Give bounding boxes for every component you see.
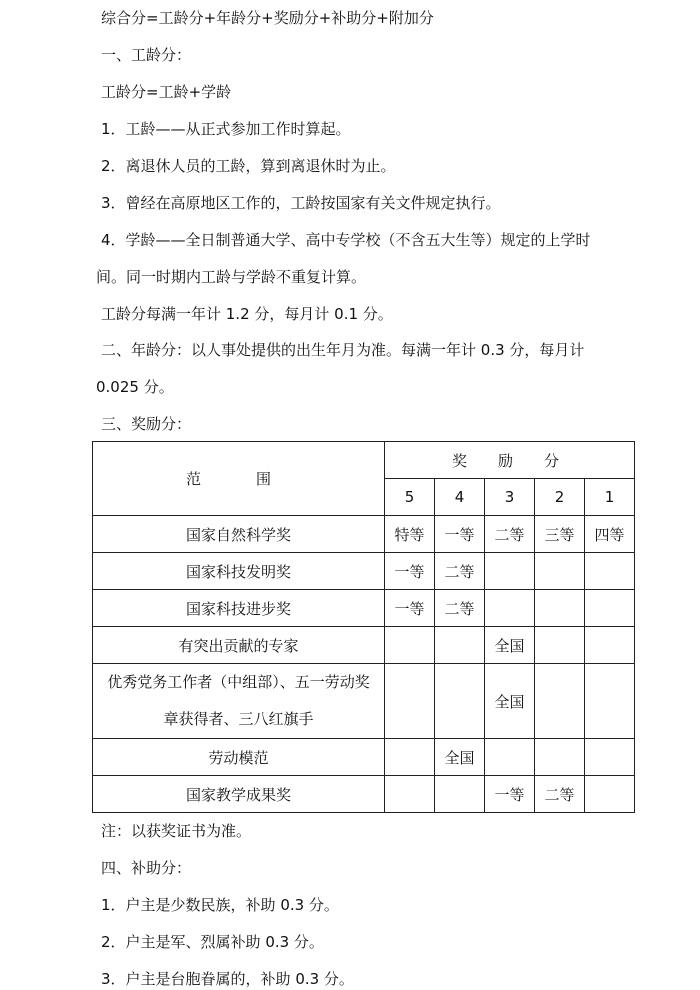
reward-cell: 二等 <box>435 590 485 627</box>
section-heading: 二、年龄分：以人事处提供的出生年月为准。每满一年计 0.3 分，每月计 <box>101 341 585 359</box>
reward-cell: 一等 <box>435 516 485 553</box>
reward-cell <box>485 553 535 590</box>
reward-cell <box>585 627 635 664</box>
reward-cell: 全国 <box>485 627 535 664</box>
paragraph: 1．户主是少数民族，补助 0.3 分。 <box>101 896 339 914</box>
paragraph: 3．户主是台胞眷属的，补助 0.3 分。 <box>101 970 354 988</box>
level-header: 3 <box>485 479 535 516</box>
note: 注：以获奖证书为准。 <box>101 822 252 840</box>
level-header: 4 <box>435 479 485 516</box>
reward-cell: 一等 <box>385 590 435 627</box>
formula-seniority: 工龄分=工龄+学龄 <box>101 83 232 101</box>
scope-header <box>93 442 385 516</box>
paragraph: 3．曾经在高原地区工作的，工龄按国家有关文件规定执行。 <box>101 194 501 212</box>
reward-cell <box>535 627 585 664</box>
reward-cell: 特等 <box>385 516 435 553</box>
reward-cell: 一等 <box>385 553 435 590</box>
reward-cell <box>385 627 435 664</box>
reward-cell: 全国 <box>435 739 485 776</box>
row-scope: 优秀党务工作者（中组部）、五一劳动奖章获得者、三八红旗手 <box>93 664 385 739</box>
reward-cell <box>585 776 635 813</box>
reward-cell <box>535 553 585 590</box>
table-row <box>93 776 635 813</box>
paragraph: 4．学龄——全日制普通大学、高中专学校（不含五大生等）规定的上学时 <box>101 231 591 249</box>
reward-cell <box>535 590 585 627</box>
row-scope: 有突出贡献的专家 <box>93 627 385 664</box>
paragraph: 1．工龄——从正式参加工作时算起。 <box>101 120 351 138</box>
row-scope: 国家科技进步奖 <box>93 590 385 627</box>
reward-cell <box>435 776 485 813</box>
level-header: 2 <box>535 479 585 516</box>
reward-header: 奖 励 分 <box>385 442 635 479</box>
reward-cell <box>535 664 585 739</box>
paragraph: 2．户主是军、烈属补助 0.3 分。 <box>101 933 324 951</box>
table-row <box>93 627 635 664</box>
table-row <box>93 590 635 627</box>
row-scope: 劳动模范 <box>93 739 385 776</box>
reward-cell <box>485 590 535 627</box>
reward-table <box>92 441 635 813</box>
reward-cell <box>585 664 635 739</box>
reward-cell <box>585 590 635 627</box>
reward-cell <box>435 664 485 739</box>
reward-cell <box>435 627 485 664</box>
paragraph: 间。同一时期内工龄与学龄不重复计算。 <box>96 268 367 286</box>
section-heading: 三、奖励分： <box>101 415 192 433</box>
paragraph: 工龄分每满一年计 1.2 分，每月计 0.1 分。 <box>101 305 393 323</box>
scope-header-text: 范 围 <box>185 470 291 488</box>
section-heading: 一、工龄分： <box>101 46 192 64</box>
formula-total: 综合分=工龄分+年龄分+奖励分+补助分+附加分 <box>101 9 434 27</box>
paragraph: 2．离退休人员的工龄，算到离退休时为止。 <box>101 157 396 175</box>
reward-cell <box>585 553 635 590</box>
table-row <box>93 553 635 590</box>
reward-cell: 一等 <box>485 776 535 813</box>
section-heading: 四、补助分： <box>101 859 192 877</box>
reward-cell <box>535 739 585 776</box>
reward-cell <box>585 739 635 776</box>
row-scope: 国家科技发明奖 <box>93 553 385 590</box>
reward-cell: 三等 <box>535 516 585 553</box>
reward-cell: 二等 <box>485 516 535 553</box>
reward-cell: 四等 <box>585 516 635 553</box>
level-header: 1 <box>585 479 635 516</box>
table-row <box>93 516 635 553</box>
table-row <box>93 739 635 776</box>
paragraph: 0.025 分。 <box>96 378 174 396</box>
row-scope: 国家教学成果奖 <box>93 776 385 813</box>
reward-cell <box>385 739 435 776</box>
reward-cell <box>385 664 435 739</box>
table-row <box>93 664 635 739</box>
row-scope: 国家自然科学奖 <box>93 516 385 553</box>
reward-cell <box>485 739 535 776</box>
reward-cell: 二等 <box>435 553 485 590</box>
level-header: 5 <box>385 479 435 516</box>
reward-cell: 全国 <box>485 664 535 739</box>
reward-cell: 二等 <box>535 776 585 813</box>
reward-cell <box>385 776 435 813</box>
